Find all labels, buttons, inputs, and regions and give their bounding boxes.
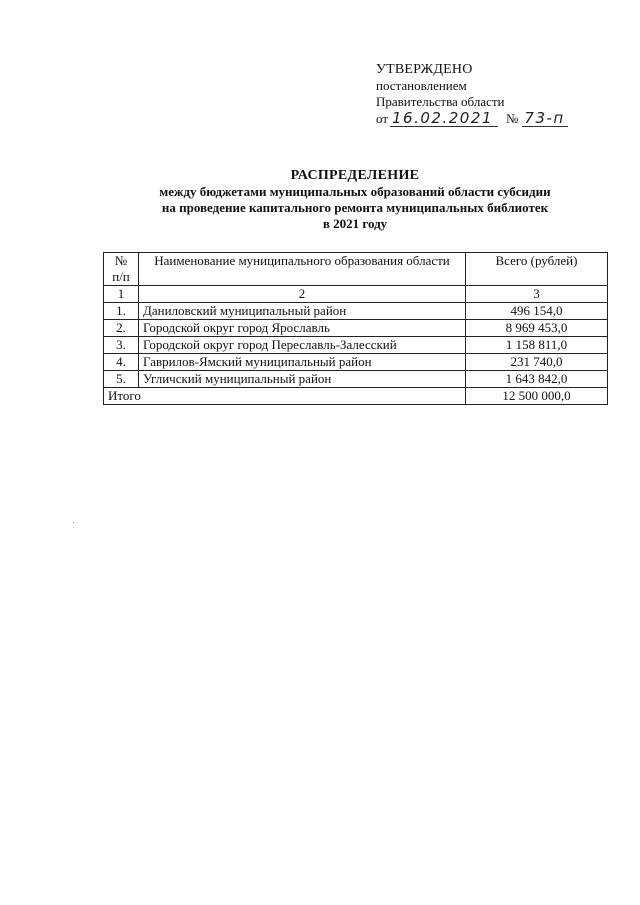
table-row [104, 320, 608, 337]
table-row [104, 303, 608, 320]
approval-line-resolution: постановлением [376, 78, 467, 93]
approval-stamp [376, 62, 568, 127]
approval-line-government: Правительства области [376, 94, 505, 109]
row-sum: 231 740,0 [466, 354, 608, 371]
header-sum: Всего (рублей) [466, 253, 608, 286]
row-sum: 496 154,0 [466, 303, 608, 320]
document-title [100, 168, 610, 232]
handwritten-number: 73-п [522, 110, 568, 127]
scan-speck [73, 522, 74, 523]
header-num-symbol: № [114, 253, 128, 268]
row-name: Гаврилов-Ямский муниципальный район [139, 354, 466, 371]
row-sum: 1 643 842,0 [466, 371, 608, 388]
row-num: 5. [104, 371, 139, 388]
approval-heading: УТВЕРЖДЕНО [376, 62, 473, 77]
handwritten-date: 16.02.2021 [390, 110, 498, 127]
total-sum: 12 500 000,0 [466, 388, 608, 405]
column-numbers-row [104, 286, 608, 303]
row-sum: 8 969 453,0 [466, 320, 608, 337]
header-num-abbrev: п/п [112, 269, 130, 284]
row-num: 1. [104, 303, 139, 320]
table-row [104, 354, 608, 371]
row-name: Городской округ город Переславль-Залесский [139, 337, 466, 354]
approval-date-line [376, 110, 568, 127]
table-row [104, 337, 608, 354]
row-name: Городской округ город Ярославль [139, 320, 466, 337]
column-number-3: 3 [466, 286, 608, 303]
total-row [104, 388, 608, 405]
header-num [104, 253, 139, 286]
table-row [104, 371, 608, 388]
total-label: Итого [104, 388, 466, 405]
row-sum: 1 158 811,0 [466, 337, 608, 354]
table-header-row [104, 253, 608, 286]
title-line-2: на проведение капитального ремонта муниципальных библиотек [161, 200, 549, 215]
row-num: 4. [104, 354, 139, 371]
title-main: РАСПРЕДЕЛЕНИЕ [290, 168, 420, 183]
distribution-table [103, 252, 608, 405]
title-line-1: между бюджетами муниципальных образований области субсидии [159, 184, 551, 199]
header-name: Наименование муниципального образования области [139, 253, 466, 286]
date-prefix: от [376, 111, 389, 126]
column-number-1: 1 [104, 286, 139, 303]
row-name: Угличский муниципальный район [139, 371, 466, 388]
row-name: Даниловский муниципальный район [139, 303, 466, 320]
column-number-2: 2 [139, 286, 466, 303]
row-num: 2. [104, 320, 139, 337]
title-line-3: в 2021 году [322, 216, 388, 231]
number-prefix: № [506, 111, 519, 126]
row-num: 3. [104, 337, 139, 354]
